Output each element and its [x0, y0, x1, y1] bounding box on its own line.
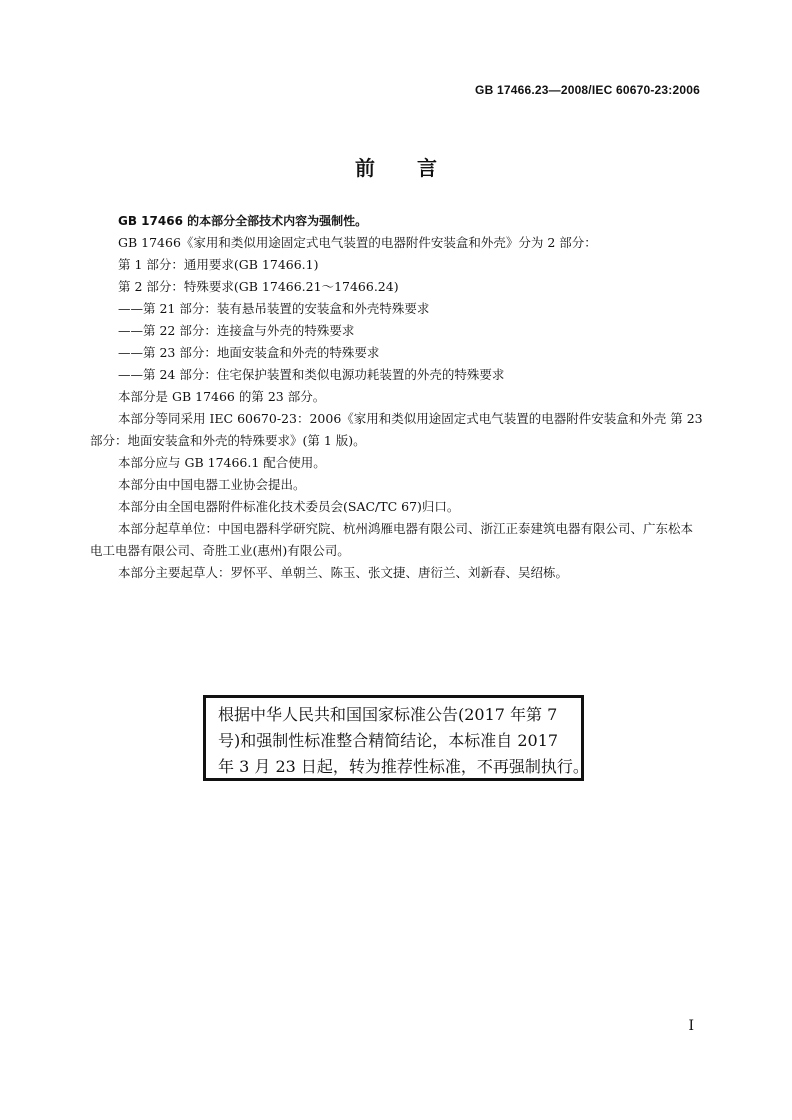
notice-line-2: 号)和强制性标准整合精简结论，本标准自 2017 [218, 731, 559, 750]
foreword-body [90, 210, 705, 584]
sub-part-23-item: ——第 23 部分：地面安装盒和外壳的特殊要求 [118, 345, 380, 360]
page-title: 前言 [355, 156, 479, 180]
sub-part-22-item: ——第 22 部分：连接盒与外壳的特殊要求 [118, 323, 355, 338]
notice-line-1: 根据中华人民共和国国家标准公告(2017 年第 7 [218, 705, 558, 724]
equivalent-adoption-paragraph: 本部分等同采用 IEC 60670-23：2006《家用和类似用途固定式电气装置的电器附件安装盒和外壳 第 23 部分：地面安装盒和外壳的特殊要求》(第 1 版)。 [90, 411, 703, 448]
mandatory-statement: GB 17466 的本部分全部技术内容为强制性。 [118, 214, 368, 228]
part-23-statement: 本部分是 GB 17466 的第 23 部分。 [118, 389, 326, 404]
standard-code-header: GB 17466.23—2008/IEC 60670-23:2006 [475, 83, 700, 97]
part-1-item: 第 1 部分：通用要求(GB 17466.1) [118, 257, 319, 272]
parts-intro-paragraph: GB 17466《家用和类似用途固定式电气装置的电器附件安装盒和外壳》分为 2 部分： [118, 235, 597, 250]
use-with-paragraph: 本部分应与 GB 17466.1 配合使用。 [118, 455, 326, 470]
drafters-paragraph: 本部分主要起草人：罗怀平、单朝兰、陈玉、张文捷、唐衍兰、刘新春、吴绍栋。 [118, 565, 569, 580]
notice-line-3: 年 3 月 23 日起，转为推荐性标准，不再强制执行。 [218, 757, 589, 776]
centralized-by-paragraph: 本部分由全国电器附件标准化技术委员会(SAC/TC 67)归口。 [118, 499, 460, 514]
proposed-by-paragraph: 本部分由中国电器工业协会提出。 [118, 477, 306, 492]
drafting-units-paragraph: 本部分起草单位：中国电器科学研究院、杭州鸿雁电器有限公司、浙江正泰建筑电器有限公司、广东松本电工电器有限公司、奇胜工业(惠州)有限公司。 [90, 521, 694, 558]
sub-part-21-item: ——第 21 部分：装有悬吊装置的安装盒和外壳特殊要求 [118, 301, 430, 316]
sub-part-24-item: ——第 24 部分：住宅保护装置和类似电源功耗装置的外壳的特殊要求 [118, 367, 505, 382]
page-number: I [688, 1018, 694, 1034]
part-2-item: 第 2 部分：特殊要求(GB 17466.21～17466.24) [118, 279, 399, 294]
status-change-notice [203, 695, 589, 781]
